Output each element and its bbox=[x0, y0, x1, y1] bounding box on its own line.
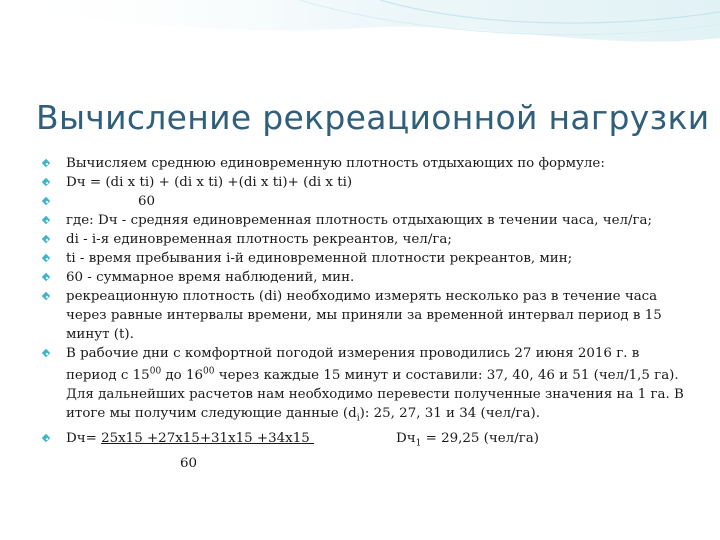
list-item bbox=[42, 454, 692, 473]
item-text: где: Dч - средняя единовременная плотность отдыхающих в течении часа, чел/га; bbox=[66, 213, 653, 228]
diamond-bullet-icon bbox=[42, 292, 51, 301]
time-superscript: 00 bbox=[149, 367, 162, 377]
result-rhs-subscript: 1 bbox=[415, 438, 422, 449]
list-item bbox=[42, 173, 692, 192]
result-prefix: Dч= bbox=[66, 431, 102, 447]
slide-title: Вычисление рекреационной нагрузки bbox=[36, 98, 710, 137]
list-item bbox=[42, 344, 692, 429]
list-item bbox=[42, 287, 692, 344]
item-text: di - i-я единовременная плотность рекреантов, чел/га; bbox=[66, 232, 452, 247]
list-item bbox=[42, 249, 692, 268]
diamond-bullet-icon bbox=[42, 273, 51, 282]
result-rhs-prefix: Dч bbox=[396, 431, 416, 447]
list-item bbox=[42, 230, 692, 249]
time-superscript: 00 bbox=[203, 367, 215, 377]
list-item bbox=[42, 268, 692, 287]
list-item bbox=[42, 429, 692, 454]
list-item bbox=[42, 192, 692, 211]
workday-text bbox=[66, 346, 684, 425]
item-text: ti - время пребывания i-й единовременной плотности рекреантов, мин; bbox=[66, 251, 573, 266]
formula-text: Dч = (di x ti) + (di x ti) +(di x ti)+ (di x ti) bbox=[66, 175, 353, 190]
workday-part: до 16 bbox=[161, 368, 204, 384]
diamond-bullet-icon bbox=[42, 434, 51, 443]
result-formula bbox=[66, 431, 539, 449]
result-denominator: 60 bbox=[180, 455, 198, 471]
item-text: 60 - суммарное время наблюдений, мин. bbox=[66, 270, 355, 285]
result-rhs-value: = 29,25 (чел/га) bbox=[421, 431, 539, 447]
diamond-bullet-icon bbox=[42, 197, 51, 206]
item-text: Вычисляем среднюю единовременную плотность отдыхающих по формуле: bbox=[66, 156, 605, 171]
diamond-bullet-icon bbox=[42, 235, 51, 244]
result-numerator: 25х15 +27х15+31х15 +34х15 bbox=[101, 431, 315, 447]
diamond-bullet-icon bbox=[42, 159, 51, 168]
diamond-bullet-icon bbox=[42, 254, 51, 263]
index-subscript: i bbox=[356, 414, 360, 425]
list-item bbox=[42, 211, 692, 230]
workday-part: ): 25, 27, 31 и 34 (чел/га). bbox=[359, 406, 540, 422]
bullet-list bbox=[42, 154, 692, 473]
diamond-bullet-icon bbox=[42, 349, 51, 358]
decorative-header-waves bbox=[0, 0, 720, 80]
workday-part: через каждые 15 минут и составили: 37, 40, 46 и 51 (чел/1,5 га). Для дальнейших расчетов нам необходимо перевести полученные значения на 1 га. В итоге мы получим следующие данные (d bbox=[66, 368, 684, 422]
list-item bbox=[42, 154, 692, 173]
item-text: рекреационную плотность (di) необходимо измерять несколько раз в течение часа через равные интервалы времени, мы приняли за временной интервал период в 15 минут (t). bbox=[66, 289, 662, 342]
workday-part: В рабочие дни с комфортной погодой измерения проводились 27 июня 2016 г. в период с 15 bbox=[66, 346, 640, 384]
formula-denominator: 60 bbox=[138, 194, 156, 209]
diamond-bullet-icon bbox=[42, 178, 51, 187]
diamond-bullet-icon bbox=[42, 216, 51, 225]
